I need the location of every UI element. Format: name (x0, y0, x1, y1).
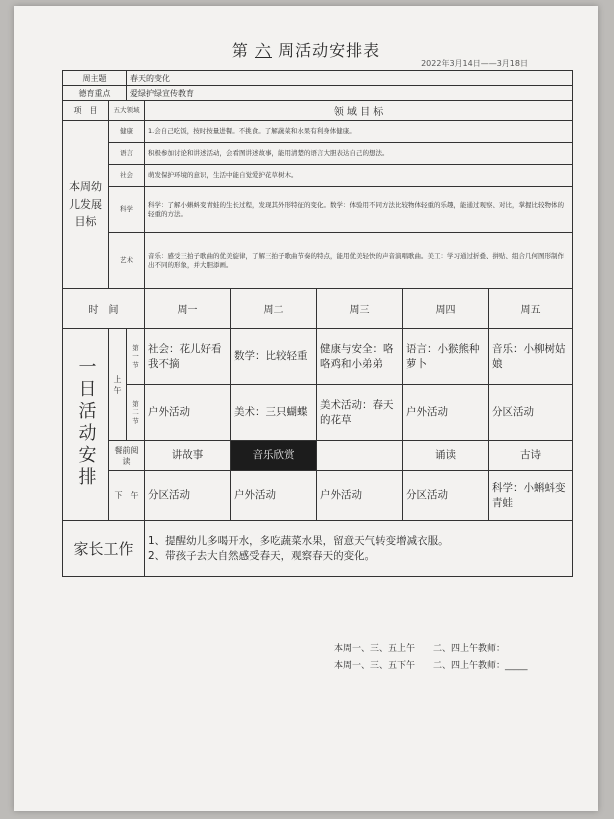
day-activity-label: 一日活动安排 (63, 329, 109, 521)
goal-text: 1.会自己吃饭，按时按量进餐。不挑食。了解蔬菜和水果有利身体健康。 (145, 121, 573, 143)
slot2-cell: 分区活动 (489, 385, 573, 441)
date-range: 2022年3月14日——3月18日 (421, 59, 528, 68)
day-header: 周四 (403, 289, 489, 329)
day-header: 周三 (317, 289, 403, 329)
reading-label: 餐前阅读 (109, 441, 145, 471)
week-number: 六 (254, 41, 272, 60)
title-suffix: 周活动安排表 (278, 41, 381, 60)
afternoon-cell: 科学：小蝌蚪变青蛙 (489, 471, 573, 521)
item-label: 项 目 (63, 101, 109, 121)
slot2-cell: 户外活动 (145, 385, 231, 441)
title-prefix: 第 (231, 41, 249, 60)
reading-cell (317, 441, 403, 471)
goal-area: 科学 (109, 187, 145, 233)
focus-label: 德育重点 (63, 86, 127, 101)
afternoon-cell: 分区活动 (403, 471, 489, 521)
theme-value: 春天的变化 (127, 71, 573, 86)
afternoon-cell: 户外活动 (231, 471, 317, 521)
slot1-cell: 语言：小猴熊种萝卜 (403, 329, 489, 385)
activity-table (62, 70, 573, 577)
slot2-cell: 美术活动：春天的花草 (317, 385, 403, 441)
footer-line-1: 本周一、三、五上午 二、四上午教师： (334, 644, 506, 654)
area-label: 五大领域 (109, 101, 145, 121)
goal-area: 社会 (109, 165, 145, 187)
footer-line-2: 本周一、三、五下午 二、四上午教师：_____ (334, 661, 528, 671)
slot2-cell: 户外活动 (403, 385, 489, 441)
day-header: 周二 (231, 289, 317, 329)
focus-value: 爱绿护绿宣传教育 (127, 86, 573, 101)
slot1-cell: 数学：比较轻重 (231, 329, 317, 385)
theme-label: 周主题 (63, 71, 127, 86)
parents-line: 1、提醒幼儿多喝开水，多吃蔬菜水果，留意天气转变增减衣服。 (148, 535, 449, 548)
reading-cell: 古诗 (489, 441, 573, 471)
parents-content (145, 521, 573, 577)
slot1-cell: 社会：花儿好看我不摘 (145, 329, 231, 385)
afternoon-cell: 分区活动 (145, 471, 231, 521)
afternoon-label: 下 午 (109, 471, 145, 521)
slot2-cell: 美术：三只蝴蝶 (231, 385, 317, 441)
goal-text: 音乐：感受三拍子歌曲的优美旋律，了解三拍子歌曲节奏的特点，能用优美轻快的声音演唱歌曲。美工：学习通过折叠、拼贴、组合几何图形制作出不同的形象，并大胆添画。 (145, 233, 573, 289)
goal-area: 健康 (109, 121, 145, 143)
time-label: 时 间 (63, 289, 145, 329)
parents-label: 家长工作 (63, 521, 145, 577)
goal-label: 领 域 目 标 (145, 101, 573, 121)
slot1-cell: 音乐：小柳树姑娘 (489, 329, 573, 385)
slot1-cell: 健康与安全：咯咯鸡和小弟弟 (317, 329, 403, 385)
slot2-label: 第二节 (127, 385, 145, 441)
day-header: 周一 (145, 289, 231, 329)
goals-section-label: 本周幼儿发展目标 (63, 121, 109, 289)
day-header: 周五 (489, 289, 573, 329)
goal-area: 语言 (109, 143, 145, 165)
slot1-label: 第一节 (127, 329, 145, 385)
goal-text: 科学：了解小蝌蚪变青蛙的生长过程，发现其外形特征的变化。数学：体验用不同方法比较物体轻重的乐趣，能通过观察、对比，掌握比较物体的轻重的方法。 (145, 187, 573, 233)
reading-cell: 音乐欣赏 (231, 441, 317, 471)
goal-area: 艺术 (109, 233, 145, 289)
goal-text: 萌发保护环境的意识，生活中能自觉爱护花草树木。 (145, 165, 573, 187)
paper-sheet (14, 6, 598, 811)
afternoon-cell: 户外活动 (317, 471, 403, 521)
reading-cell: 讲故事 (145, 441, 231, 471)
goal-text: 积极参加讨论和讲述活动，会看图讲述故事，能用清楚的语言大胆表达自己的想法。 (145, 143, 573, 165)
morning-label: 上午 (109, 329, 127, 441)
parents-line: 2、带孩子去大自然感受春天，观察春天的变化。 (148, 549, 376, 562)
reading-cell: 诵读 (403, 441, 489, 471)
